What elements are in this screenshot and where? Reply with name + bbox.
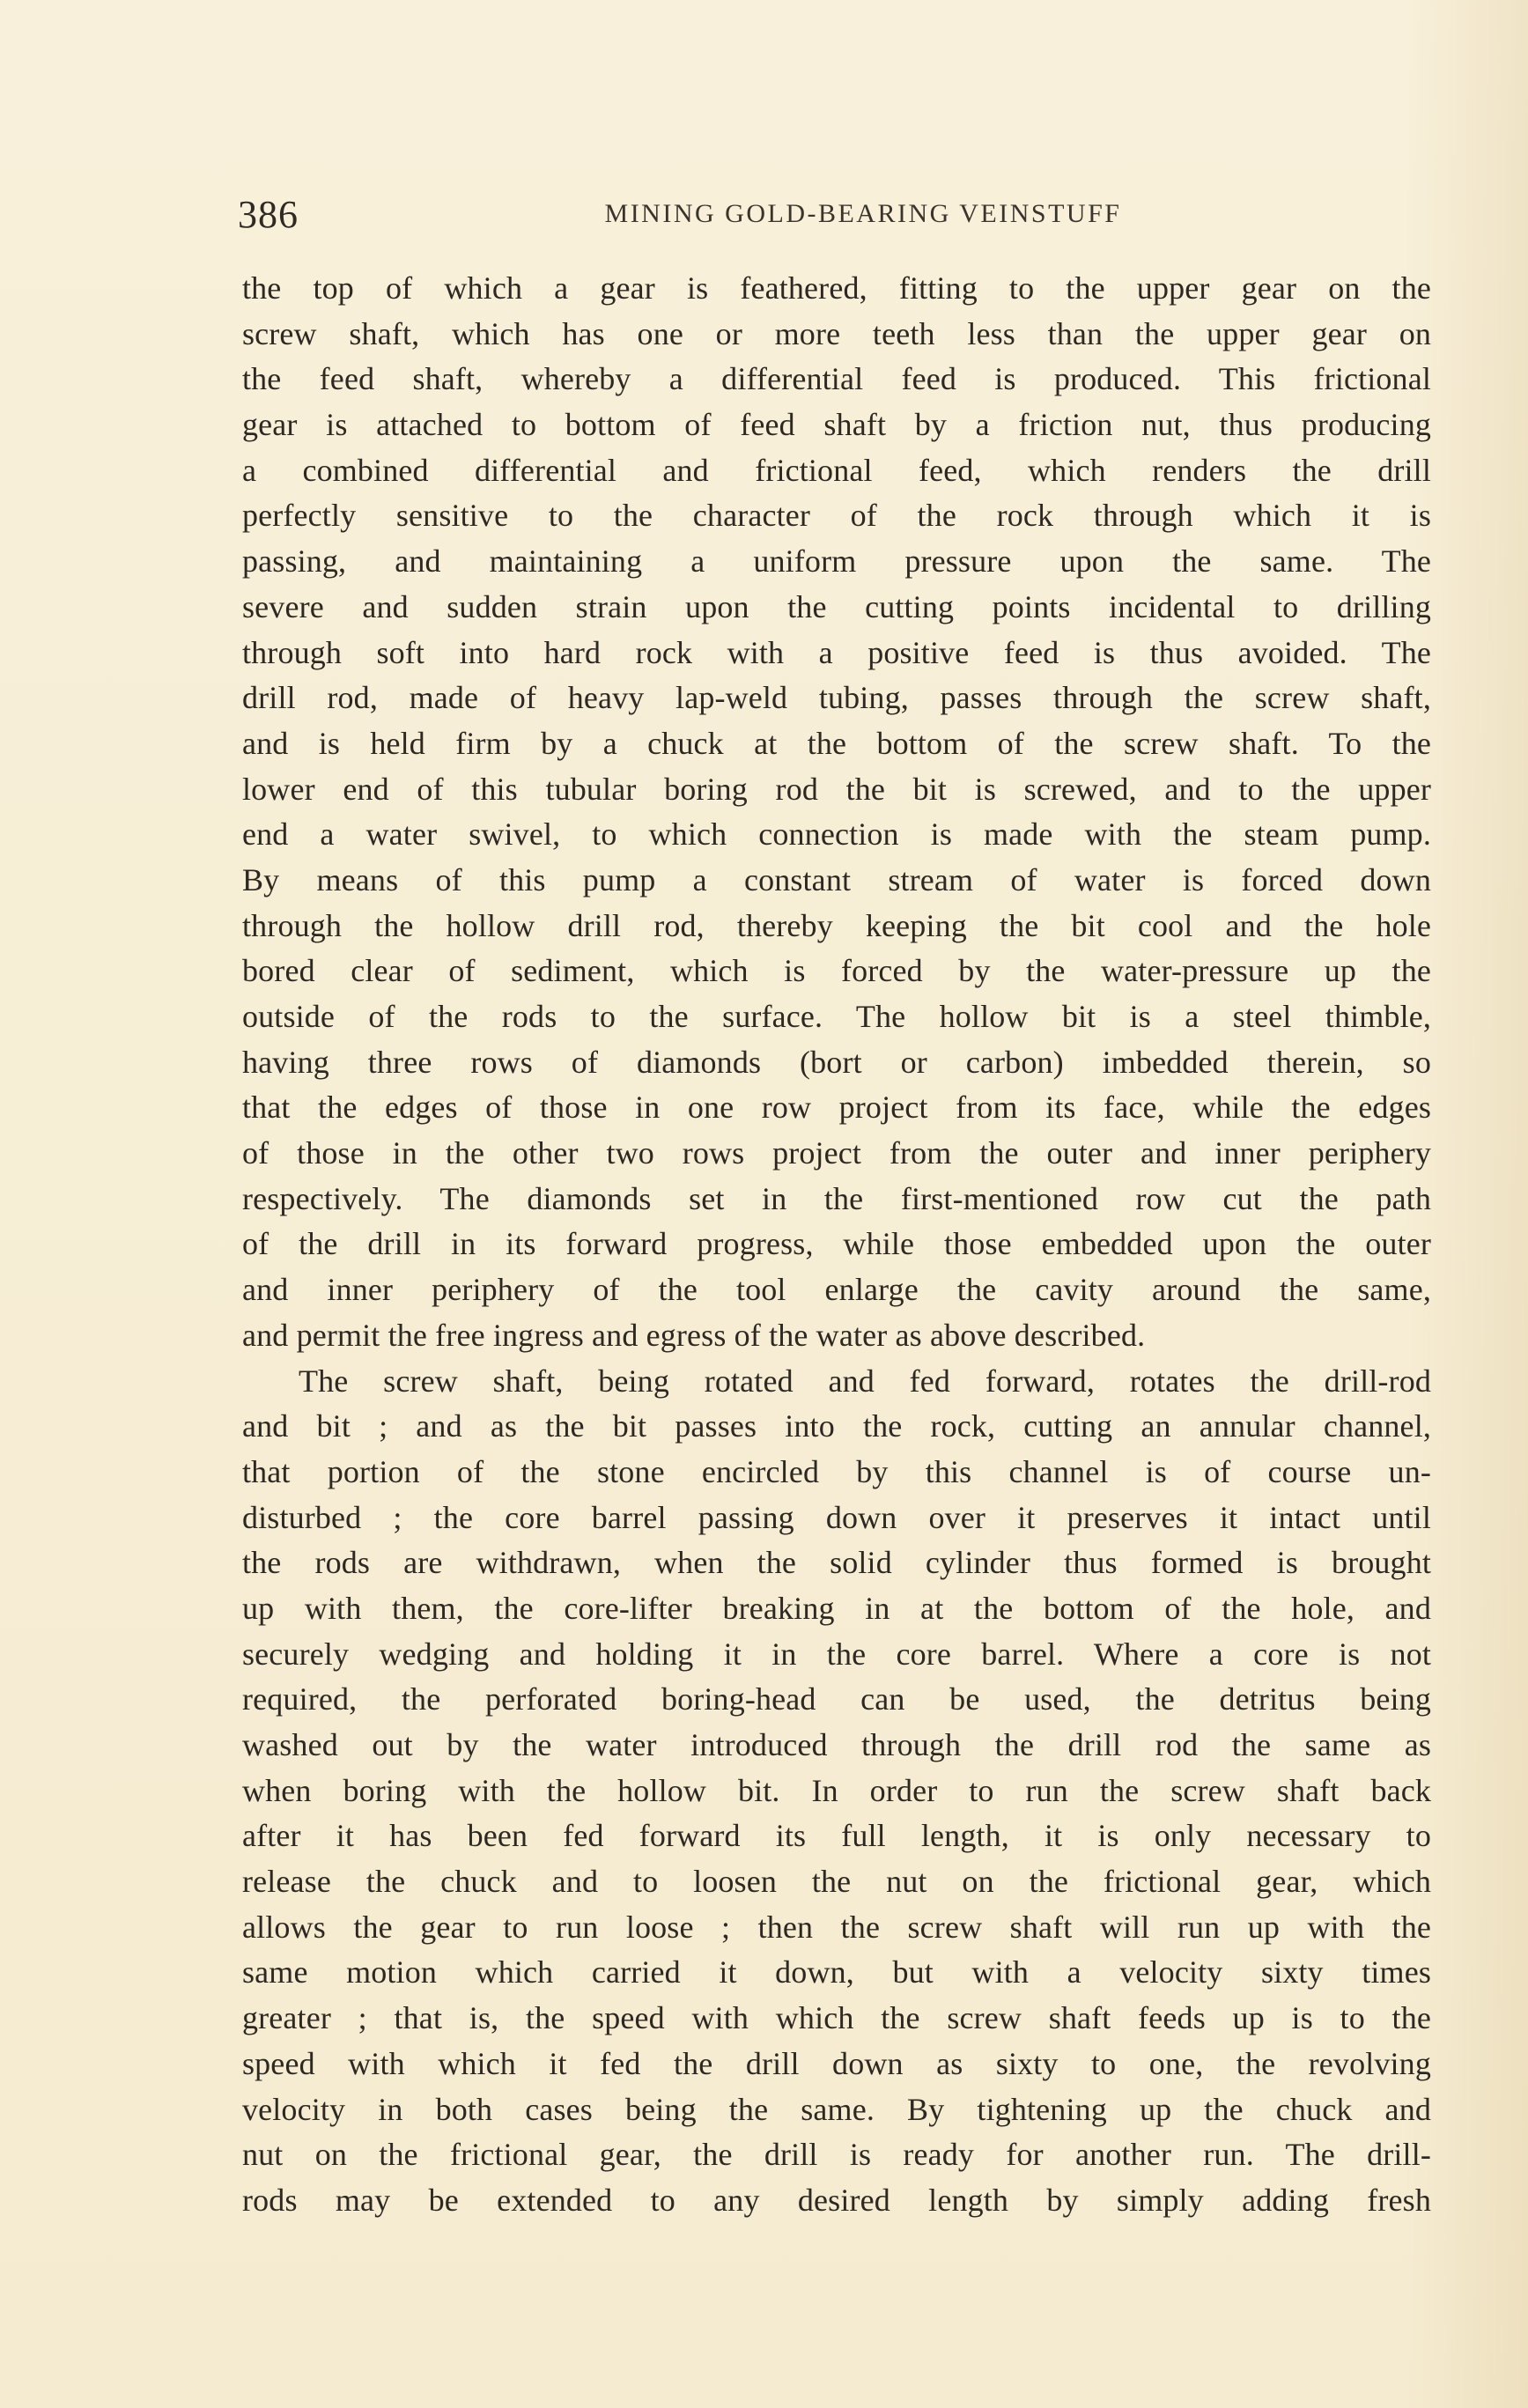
text-line: required, the perforated boring-head can be used, the detritus being bbox=[242, 1681, 1431, 1717]
text-line: and bit ; and as the bit passes into the rock, cutting an annular channel, bbox=[242, 1408, 1431, 1444]
text-line: end a water swivel, to which connection is made with the steam pump. bbox=[242, 816, 1431, 853]
text-line: nut on the frictional gear, the drill is ready for another run. The drill- bbox=[242, 2137, 1431, 2173]
text-line: through soft into hard rock with a positive feed is thus avoided. The bbox=[242, 634, 1431, 670]
text-line: a combined differential and frictional feed, which renders the drill bbox=[242, 452, 1431, 488]
page-header bbox=[238, 192, 1436, 245]
text-line: the top of which a gear is feathered, fitting to the upper gear on the bbox=[242, 270, 1431, 306]
text-line: when boring with the hollow bit. In order to run the screw shaft back bbox=[242, 1772, 1431, 1808]
text-line: through the hollow drill rod, thereby keeping the bit cool and the hole bbox=[242, 907, 1431, 943]
text-line: velocity in both cases being the same. By tightening up the chuck and bbox=[242, 2091, 1431, 2127]
text-line: By means of this pump a constant stream of water is forced down bbox=[242, 861, 1431, 897]
page-number: 386 bbox=[238, 193, 299, 236]
text-line: same motion which carried it down, but with a velocity sixty times bbox=[242, 1954, 1431, 1991]
text-line: the rods are withdrawn, when the solid cylinder thus formed is brought bbox=[242, 1545, 1431, 1581]
text-line: gear is attached to bottom of feed shaft by a friction nut, thus producing bbox=[242, 407, 1431, 443]
text-line: and permit the free ingress and egress of the water as above described. bbox=[242, 1317, 1146, 1353]
text-line: and inner periphery of the tool enlarge the cavity around the same, bbox=[242, 1272, 1431, 1308]
text-line: respectively. The diamonds set in the first-mentioned row cut the path bbox=[242, 1180, 1431, 1216]
text-line: washed out by the water introduced through the drill rod the same as bbox=[242, 1727, 1431, 1762]
text-line: perfectly sensitive to the character of the rock through which it is bbox=[242, 498, 1431, 534]
text-line: greater ; that is, the speed with which the screw shaft feeds up is to the bbox=[242, 2000, 1431, 2036]
body-text bbox=[242, 266, 1431, 2224]
text-line: after it has been fed forward its full length, it is only necessary to bbox=[242, 1818, 1431, 1854]
text-line: bored clear of sediment, which is forced by the water-pressure up the bbox=[242, 953, 1431, 989]
text-line: of the drill in its forward progress, while those embedded upon the outer bbox=[242, 1226, 1431, 1262]
text-line: rods may be extended to any desired length by simply adding fresh bbox=[242, 2182, 1431, 2218]
text-line: of those in the other two rows project from the outer and inner periphery bbox=[242, 1135, 1431, 1171]
text-line: speed with which it fed the drill down as sixty to one, the revolving bbox=[242, 2045, 1431, 2081]
running-head: MINING GOLD-BEARING VEINSTUFF bbox=[604, 199, 1122, 228]
text-line: up with them, the core-lifter breaking in at the bottom of the hole, and bbox=[242, 1590, 1431, 1626]
text-line: drill rod, made of heavy lap-weld tubing, passes through the screw shaft, bbox=[242, 680, 1431, 716]
text-line: that portion of the stone encircled by this channel is of course un- bbox=[242, 1453, 1431, 1489]
text-line: release the chuck and to loosen the nut on the frictional gear, which bbox=[242, 1864, 1431, 1900]
text-line: screw shaft, which has one or more teeth less than the upper gear on bbox=[242, 315, 1431, 351]
text-line: the feed shaft, whereby a differential feed is produced. This frictional bbox=[242, 361, 1431, 397]
paragraph-first-line: The screw shaft, being rotated and fed forward, rotates the drill-rod bbox=[299, 1363, 1431, 1399]
text-line: disturbed ; the core barrel passing down over it preserves it intact until bbox=[242, 1499, 1431, 1535]
text-line: lower end of this tubular boring rod the bit is screwed, and to the upper bbox=[242, 771, 1431, 807]
text-line: passing, and maintaining a uniform pressure upon the same. The bbox=[242, 543, 1431, 580]
text-line: and is held firm by a chuck at the bottom of the screw shaft. To the bbox=[242, 725, 1431, 761]
text-line: severe and sudden strain upon the cutting points incidental to drilling bbox=[242, 588, 1431, 624]
text-line: allows the gear to run loose ; then the screw shaft will run up with the bbox=[242, 1909, 1431, 1945]
text-line: securely wedging and holding it in the core barrel. Where a core is not bbox=[242, 1636, 1431, 1672]
text-line: that the edges of those in one row project from its face, while the edges bbox=[242, 1090, 1431, 1126]
text-line: having three rows of diamonds (bort or carbon) imbedded therein, so bbox=[242, 1044, 1431, 1080]
text-line: outside of the rods to the surface. The hollow bit is a steel thimble, bbox=[242, 999, 1431, 1034]
